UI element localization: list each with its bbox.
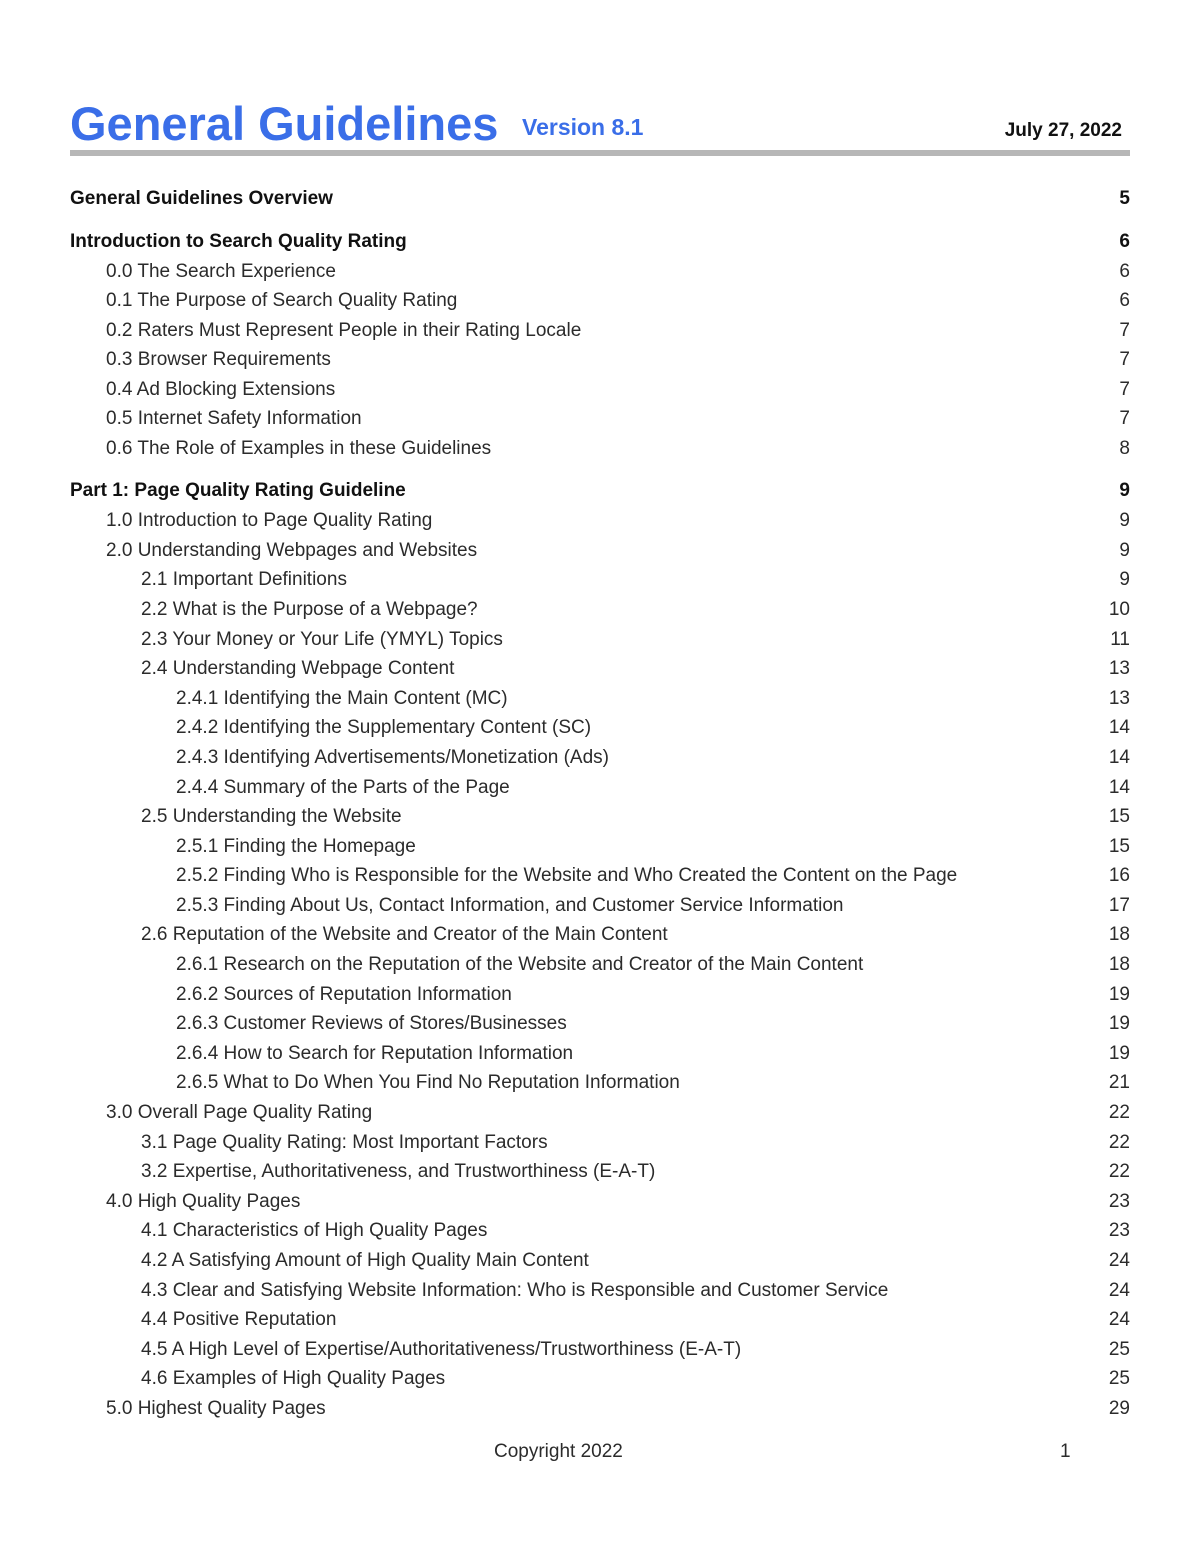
toc-entry-label: 2.6.3 Customer Reviews of Stores/Businesses	[176, 1013, 567, 1035]
toc-entry[interactable]	[70, 434, 1130, 464]
toc-entry[interactable]	[70, 625, 1130, 655]
toc-entry-page: 9	[1119, 480, 1130, 502]
toc-entry-label: 2.6.1 Research on the Reputation of the Website and Creator of the Main Content	[176, 954, 864, 976]
document-title: General Guidelines	[70, 97, 499, 150]
toc-entry-label: 0.1 The Purpose of Search Quality Rating	[106, 290, 458, 312]
toc-entry-label: Introduction to Search Quality Rating	[70, 230, 407, 252]
toc-entry-label: 4.6 Examples of High Quality Pages	[141, 1368, 446, 1390]
toc-entry-page: 18	[1108, 924, 1130, 946]
toc-entry-label: 5.0 Highest Quality Pages	[106, 1397, 326, 1419]
toc-entry-label: 2.0 Understanding Webpages and Websites	[106, 539, 478, 561]
toc-entry-page: 9	[1119, 569, 1130, 591]
toc-entry-label: 2.5 Understanding the Website	[141, 806, 402, 828]
toc-entry-page: 19	[1108, 1013, 1130, 1035]
toc-entry[interactable]	[70, 595, 1130, 625]
toc-entry-label: 2.1 Important Definitions	[141, 569, 347, 591]
toc-entry-label: 2.5.3 Finding About Us, Contact Information, and Customer Service Information	[176, 894, 844, 916]
table-of-contents	[70, 184, 1130, 1424]
toc-entry-label: 4.1 Characteristics of High Quality Pages	[141, 1220, 488, 1242]
toc-entry[interactable]	[70, 316, 1130, 346]
toc-entry-page: 9	[1119, 510, 1130, 532]
toc-entry-label: 3.1 Page Quality Rating: Most Important Factors	[141, 1131, 548, 1153]
toc-entry[interactable]	[70, 257, 1130, 287]
toc-entry[interactable]	[70, 654, 1130, 684]
toc-entry[interactable]	[70, 1128, 1130, 1158]
toc-entry-label: 2.6.5 What to Do When You Find No Reputation Information	[176, 1072, 680, 1094]
toc-entry-page: 9	[1119, 539, 1130, 561]
toc-entry-page: 25	[1108, 1368, 1130, 1390]
toc-entry-page: 7	[1119, 408, 1130, 430]
toc-entry-label: 4.5 A High Level of Expertise/Authoritativeness/Trustworthiness (E-A-T)	[141, 1338, 742, 1360]
toc-entry-page: 24	[1108, 1309, 1130, 1331]
toc-entry[interactable]	[70, 565, 1130, 595]
toc-entry-label: 4.4 Positive Reputation	[141, 1309, 337, 1331]
toc-entry[interactable]	[70, 345, 1130, 375]
toc-entry-page: 22	[1108, 1102, 1130, 1124]
toc-entry-page: 7	[1119, 349, 1130, 371]
toc-entry[interactable]	[70, 1394, 1130, 1424]
toc-entry-label: 2.6.4 How to Search for Reputation Information	[176, 1042, 574, 1064]
toc-entry-page: 19	[1108, 983, 1130, 1005]
toc-entry-label: 2.5.1 Finding the Homepage	[176, 835, 416, 857]
toc-entry[interactable]	[70, 832, 1130, 862]
toc-entry[interactable]	[70, 536, 1130, 566]
toc-entry-page: 22	[1108, 1131, 1130, 1153]
toc-section-entry[interactable]	[70, 476, 1130, 506]
toc-entry-page: 5	[1119, 188, 1130, 209]
toc-entry-page: 7	[1119, 378, 1130, 400]
toc-entry[interactable]	[70, 1246, 1130, 1276]
toc-entry-label: 2.4.3 Identifying Advertisements/Monetization (Ads)	[176, 746, 610, 768]
toc-entry-label: Part 1: Page Quality Rating Guideline	[70, 480, 406, 502]
toc-entry-label: 3.0 Overall Page Quality Rating	[106, 1102, 373, 1124]
toc-entry-page: 6	[1119, 290, 1130, 312]
toc-entry-label: 0.0 The Search Experience	[106, 260, 336, 282]
toc-entry[interactable]	[70, 1364, 1130, 1394]
toc-entry-page: 14	[1108, 776, 1130, 798]
toc-entry[interactable]	[70, 1068, 1130, 1098]
toc-entry-page: 16	[1108, 865, 1130, 887]
toc-entry-page: 22	[1108, 1161, 1130, 1183]
toc-entry[interactable]	[70, 1276, 1130, 1306]
toc-entry-label: 1.0 Introduction to Page Quality Rating	[106, 510, 433, 532]
toc-entry[interactable]	[70, 286, 1130, 316]
toc-entry[interactable]	[70, 920, 1130, 950]
toc-entry-page: 10	[1108, 598, 1130, 620]
toc-entry-page: 7	[1119, 319, 1130, 341]
toc-entry-label: General Guidelines Overview	[70, 188, 333, 209]
toc-entry-page: 21	[1108, 1072, 1130, 1094]
toc-entry-label: 3.2 Expertise, Authoritativeness, and Trustworthiness (E-A-T)	[141, 1161, 656, 1183]
toc-entry[interactable]	[70, 891, 1130, 921]
page-number: 1	[1060, 1441, 1071, 1462]
toc-entry-page: 14	[1108, 746, 1130, 768]
toc-entry-page: 8	[1119, 438, 1130, 460]
toc-entry[interactable]	[70, 713, 1130, 743]
toc-entry[interactable]	[70, 1305, 1130, 1335]
toc-entry-label: 2.5.2 Finding Who is Responsible for the Website and Who Created the Content on the Page	[176, 865, 958, 887]
toc-entry-page: 18	[1108, 954, 1130, 976]
toc-entry-label: 2.4.1 Identifying the Main Content (MC)	[176, 687, 508, 709]
toc-entry-page: 23	[1108, 1190, 1130, 1212]
page-footer	[0, 1438, 1200, 1466]
toc-entry-page: 6	[1119, 230, 1130, 252]
toc-entry-label: 2.4.2 Identifying the Supplementary Content (SC)	[176, 717, 592, 739]
document-header	[70, 96, 1130, 152]
header-divider	[70, 150, 1130, 156]
toc-entry-label: 2.2 What is the Purpose of a Webpage?	[141, 598, 478, 620]
toc-entry-page: 24	[1108, 1250, 1130, 1271]
toc-entry-page: 24	[1108, 1279, 1130, 1301]
toc-entry[interactable]	[70, 1039, 1130, 1069]
toc-entry-label: 2.6.2 Sources of Reputation Information	[176, 983, 512, 1005]
toc-entry-label: 0.2 Raters Must Represent People in their Rating Locale	[106, 319, 582, 341]
toc-entry[interactable]	[70, 773, 1130, 803]
toc-section-entry[interactable]	[70, 184, 1130, 214]
toc-entry-label: 2.6 Reputation of the Website and Creator of the Main Content	[141, 924, 668, 946]
toc-entry-page: 13	[1108, 687, 1130, 709]
toc-entry-page: 13	[1108, 658, 1130, 680]
toc-entry-label: 0.3 Browser Requirements	[106, 349, 331, 371]
toc-entry-page: 15	[1108, 835, 1130, 857]
toc-entry[interactable]	[70, 980, 1130, 1010]
toc-entry[interactable]	[70, 1157, 1130, 1187]
toc-entry-page: 14	[1108, 717, 1130, 739]
toc-entry-label: 0.5 Internet Safety Information	[106, 408, 362, 430]
toc-entry-label: 2.3 Your Money or Your Life (YMYL) Topics	[141, 628, 503, 650]
document-date: July 27, 2022	[1004, 120, 1122, 141]
toc-section-entry[interactable]	[70, 227, 1130, 257]
toc-entry-label: 4.2 A Satisfying Amount of High Quality Main Content	[141, 1250, 589, 1271]
toc-entry-label: 0.4 Ad Blocking Extensions	[106, 378, 336, 400]
toc-entry-label: 4.0 High Quality Pages	[106, 1190, 301, 1212]
toc-entry-page: 15	[1108, 806, 1130, 828]
toc-entry-label: 2.4.4 Summary of the Parts of the Page	[176, 776, 510, 798]
toc-entry[interactable]	[70, 375, 1130, 405]
toc-entry-label: 2.4 Understanding Webpage Content	[141, 658, 455, 680]
toc-entry-page: 29	[1108, 1397, 1130, 1419]
toc-entry[interactable]	[70, 506, 1130, 536]
document-version: Version 8.1	[522, 114, 644, 140]
toc-entry[interactable]	[70, 1335, 1130, 1365]
toc-entry[interactable]	[70, 404, 1130, 434]
toc-entry[interactable]	[70, 861, 1130, 891]
toc-entry-label: 4.3 Clear and Satisfying Website Information: Who is Responsible and Customer Service	[141, 1279, 889, 1301]
toc-entry-page: 25	[1108, 1338, 1130, 1360]
copyright-notice: Copyright 2022	[494, 1441, 623, 1462]
toc-entry[interactable]	[70, 1216, 1130, 1246]
toc-entry-page: 19	[1108, 1042, 1130, 1064]
toc-entry-page: 23	[1108, 1220, 1130, 1242]
toc-entry-page: 6	[1119, 260, 1130, 282]
toc-entry[interactable]	[70, 1187, 1130, 1217]
toc-entry[interactable]	[70, 684, 1130, 714]
toc-entry[interactable]	[70, 743, 1130, 773]
toc-entry-page: 17	[1108, 894, 1130, 916]
toc-entry[interactable]	[70, 1009, 1130, 1039]
toc-entry-page: 11	[1110, 628, 1130, 650]
toc-entry[interactable]	[70, 802, 1130, 832]
toc-entry[interactable]	[70, 950, 1130, 980]
toc-entry-label: 0.6 The Role of Examples in these Guidelines	[106, 438, 492, 460]
toc-entry[interactable]	[70, 1098, 1130, 1128]
